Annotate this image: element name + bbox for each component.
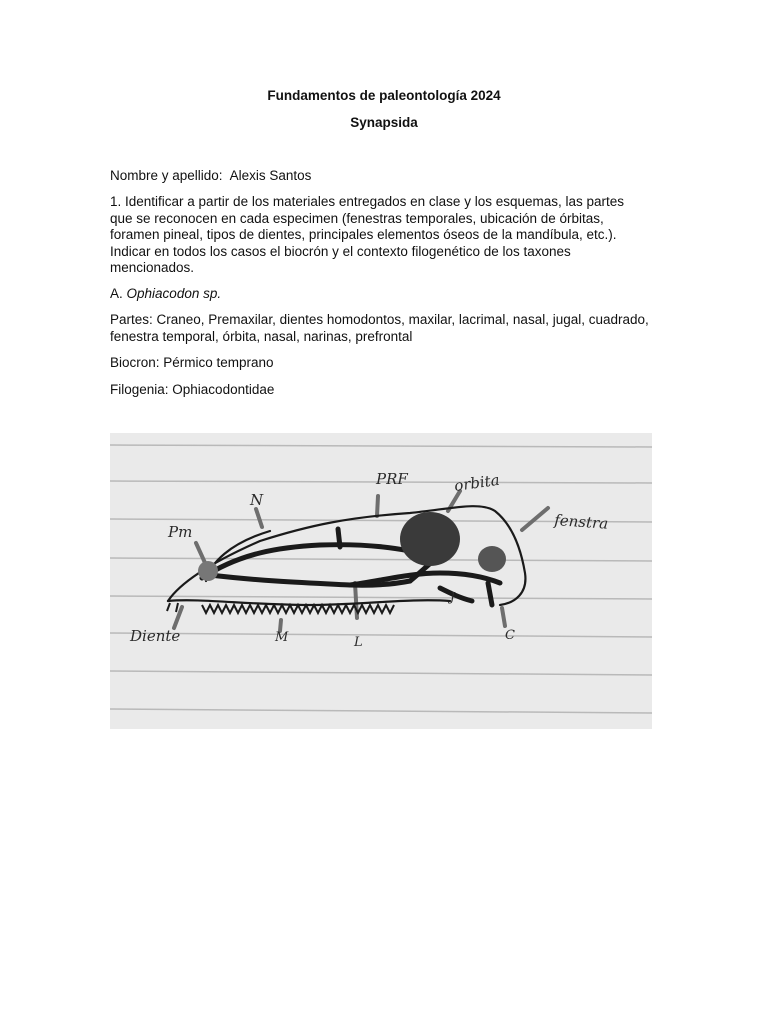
student-line — [110, 168, 650, 185]
student-name: Alexis Santos — [229, 168, 312, 183]
label-l: L — [354, 635, 363, 650]
label-c: C — [505, 628, 515, 643]
label-fenestra: fenstra — [553, 511, 609, 533]
label-m: M — [275, 630, 289, 645]
label-n: N — [250, 491, 264, 509]
skull-sketch-figure — [110, 433, 652, 729]
label-j: J — [450, 590, 455, 604]
specimen-filogenia: Filogenia: Ophiacodontidae — [110, 382, 275, 397]
question-text: 1. Identificar a partir de los materiales entregados en clase y los esquemas, las partes que se reconocen en cada especimen (fenestras temporales, ubicación de órbitas, foramen pineal, tipos de dientes, principales elementos óseos de la mandíbula, etc.). Indicar en todos los casos el biocrón y el contexto filogenético de los taxones mencionados. — [110, 194, 625, 275]
specimen-biocron: Biocron: Pérmico temprano — [110, 355, 274, 370]
student-label: Nombre y apellido: — [110, 168, 223, 183]
specimen-heading — [110, 286, 650, 303]
specimen-taxon: Ophiacodon sp. — [126, 286, 222, 301]
skull-sketch — [110, 433, 652, 729]
specimen-letter: A. — [110, 286, 123, 301]
specimen-parts: Partes: Craneo, Premaxilar, dientes homodontos, maxilar, lacrimal, nasal, jugal, cuadrado, fenestra temporal, órbita, nasal, narinas, prefrontal — [110, 312, 649, 344]
label-diente: Diente — [130, 627, 181, 645]
label-orbita: orbita — [453, 470, 501, 495]
page-subtitle: Synapsida — [350, 115, 418, 130]
label-prf: PRF — [376, 470, 408, 488]
page-title: Fundamentos de paleontología 2024 — [267, 88, 501, 103]
label-pm: Pm — [168, 523, 193, 541]
